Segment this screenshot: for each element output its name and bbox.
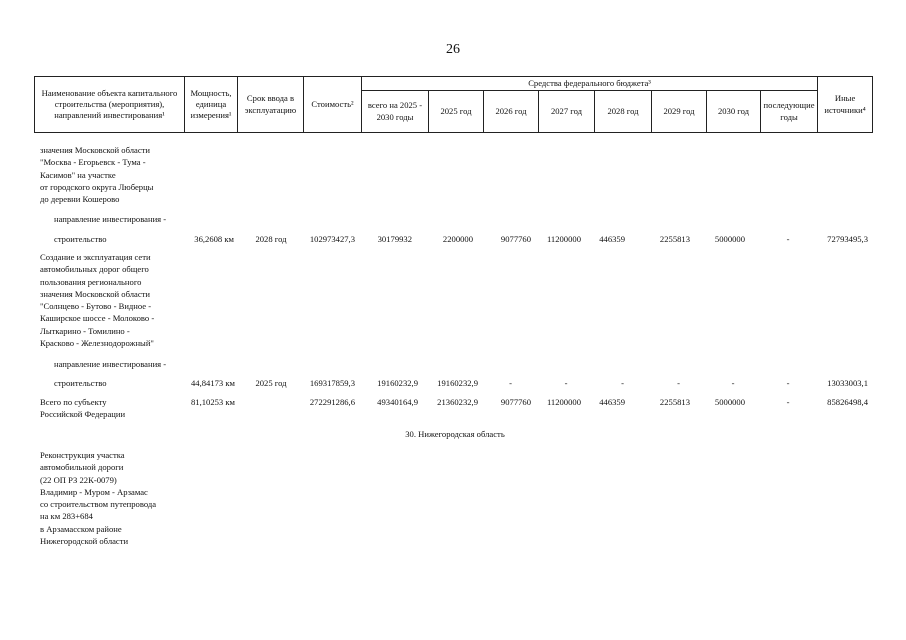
object-name-line: пользования регионального [40,276,142,287]
object-name-line: Реконструкция участка [40,450,125,460]
cell-2026: - [509,378,512,388]
cell-2027: - [564,378,568,388]
cell-next: - [786,378,790,388]
cell-next: - [786,397,790,407]
cell-next: - [786,234,790,244]
cell-total: 30179932 [377,234,412,244]
header-next: последующие годы [761,91,818,133]
object-name [40,449,156,547]
cell-2027: 11200000 [546,397,581,407]
cell-2025: 19160232,9 [437,378,478,388]
object-name-line: "Солнцево - Бутово - Видное - [40,301,152,312]
object-name-line: Владимир - Муром - Арзамас [40,486,148,497]
object-name-line: в Арзамасском районе [40,523,122,534]
object-name-line: Создание и эксплуатация сети [40,252,151,262]
object-name-line: Нижегородской области [40,536,129,547]
object-name-line: Красково - Железнодорожный" [40,338,154,349]
object-name-line: значения Московской области [40,145,151,155]
cell-2028: 446359 [599,234,625,244]
total-label [40,396,125,421]
cell-2026: 9077760 [500,397,531,407]
cell-2028: 446359 [599,397,625,407]
cell-total: 49340164,9 [377,397,418,407]
cell-other: 85826498,4 [827,397,868,407]
cell-cost: 272291286,6 [309,397,355,407]
object-name-line: до деревни Кошерово [40,194,120,205]
header-2028: 2028 год [595,91,652,133]
cell-cost: 102973427,3 [309,234,355,244]
investment-direction: направление инвестирования - [54,214,167,224]
row-label: строительство [54,378,107,388]
object-name-line: на км 283+684 [40,511,93,522]
cell-2025: 2200000 [442,234,473,244]
section-title: 30. Нижегородская область [405,429,505,439]
header-term: Срок ввода в эксплуатацию [238,77,304,133]
cell-other: 72793495,3 [827,234,868,244]
object-name [40,251,154,349]
row-label: строительство [54,234,107,244]
cell-2027: 11200000 [546,234,581,244]
header-2029: 2029 год [652,91,707,133]
cell-power: 36,2608 км [194,234,234,244]
object-name-line: со строительством путепровода [40,499,157,510]
object-name-line: автомобильной дороги [40,462,124,473]
object-name-line: значения Московской области [40,288,151,299]
object-name-line: (22 ОП РЗ 22К-0079) [40,474,117,485]
header-federal: Средства федерального бюджета³ [362,77,818,91]
object-name-line: "Москва - Егорьевск - Тума - [40,157,146,168]
cell-2029: 2255813 [659,397,690,407]
header-2026: 2026 год [484,91,539,133]
cell-power: 81,10253 км [191,397,235,407]
investment-direction: направление инвестирования - [54,359,167,369]
object-name-line: Каширское шоссе - Молоково - [40,313,155,324]
cell-2025: 21360232,9 [437,397,478,407]
cell-2030: 5000000 [714,397,745,407]
header-other: Иные источники⁴ [818,77,873,133]
header-2025: 2025 год [429,91,484,133]
cell-2026: 9077760 [500,234,531,244]
cell-term: 2025 год [255,378,287,388]
header-name: Наименование объекта капитального строительства (мероприятия), направлений инвестирования¹ [35,77,185,133]
cell-2029: - [677,378,680,388]
header-total: всего на 2025 - 2030 годы [362,91,429,133]
cell-2030: 5000000 [714,234,745,244]
cell-cost: 169317859,3 [309,378,355,388]
object-name-line: Лыткарино - Томилино - [40,325,130,336]
cell-2030: - [731,378,735,388]
object-name [40,144,153,205]
total-label-line: Российской Федерации [40,409,126,420]
object-name-line: от городского округа Люберцы [40,181,154,192]
cell-term: 2028 год [255,234,287,244]
cell-power: 44,84173 км [191,378,235,388]
total-label-line: Всего по субъекту [40,397,107,407]
header-cost: Стоимость² [304,77,362,133]
cell-2029: 2255813 [659,234,690,244]
cell-2028: - [621,378,624,388]
object-name-line: Касимов" на участке [40,169,116,180]
header-2030: 2030 год [707,91,761,133]
page-number: 26 [446,42,460,57]
object-name-line: автомобильных дорог общего [40,264,149,275]
cell-total: 19160232,9 [377,378,418,388]
cell-other: 13033003,1 [827,378,868,388]
header-power: Мощность, единица измерения¹ [185,77,238,133]
header-2027: 2027 год [539,91,595,133]
